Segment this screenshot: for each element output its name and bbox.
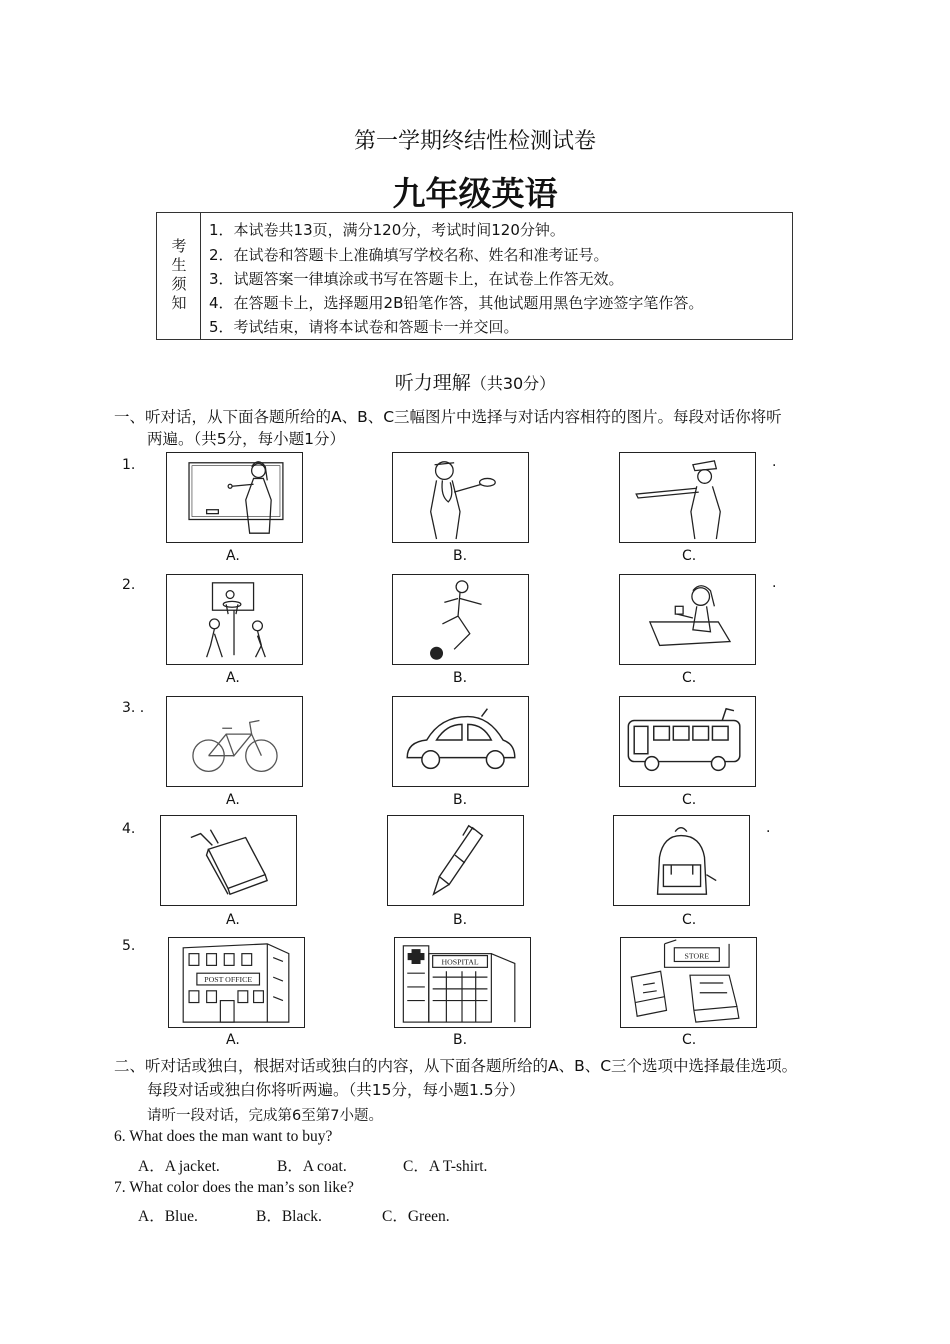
option-a: A. xyxy=(226,548,240,564)
option-c: C. xyxy=(682,548,697,564)
q6-option-c[interactable]: C．A T-shirt. xyxy=(403,1158,488,1175)
option-b: B. xyxy=(453,670,468,686)
option-a: A. xyxy=(226,670,240,686)
section-heading-points: （共30分） xyxy=(470,374,556,393)
image-bus[interactable] xyxy=(619,696,756,787)
image-store[interactable] xyxy=(620,937,757,1028)
image-soccer[interactable] xyxy=(392,574,529,665)
exam-subtitle: 第一学期终结性检测试卷 xyxy=(353,128,596,153)
q7-option-c[interactable]: C．Green. xyxy=(382,1208,450,1225)
option-c: C. xyxy=(682,912,697,928)
image-pen[interactable] xyxy=(387,815,524,906)
option-c: C. xyxy=(682,1032,697,1048)
image-basketball[interactable] xyxy=(166,574,303,665)
notice-box xyxy=(156,212,793,340)
image-hospital[interactable] xyxy=(394,937,531,1028)
image-police-officer[interactable] xyxy=(619,452,756,543)
hospital-sign: HOSPITAL xyxy=(441,957,479,967)
question-number: 2. xyxy=(122,577,136,593)
part1-instruction: 一、听对话，从下面各题所给的A、B、C三幅图片中选择与对话内容相符的图片。每段对话你将听 xyxy=(114,408,782,426)
notice-item: 4．在答题卡上，选择题用2B铅笔作答，其他试题用黑色字迹签字笔作答。 xyxy=(209,294,704,312)
q7-option-a[interactable]: A．Blue. xyxy=(138,1208,198,1225)
notice-item: 3．试题答案一律填涂或书写在答题卡上，在试卷上作答无效。 xyxy=(209,270,624,288)
part2-instruction-cont: 每段对话或独白你将听两遍。（共15分，每小题1.5分） xyxy=(147,1081,525,1099)
image-bicycle[interactable] xyxy=(166,696,303,787)
notice-item: 2．在试卷和答题卡上准确填写学校名称、姓名和准考证号。 xyxy=(209,246,609,264)
q6-option-a[interactable]: A．A jacket. xyxy=(138,1158,220,1175)
option-c: C. xyxy=(682,792,697,808)
image-post-office[interactable] xyxy=(168,937,305,1028)
part2-instruction: 二、听对话或独白，根据对话或独白的内容，从下面各题所给的A、B、C三个选项中选择最佳选项。 xyxy=(114,1057,798,1075)
image-doctor[interactable] xyxy=(392,452,529,543)
image-backpack[interactable] xyxy=(613,815,750,906)
trailing-mark: . xyxy=(772,575,777,591)
trailing-mark: . xyxy=(766,820,771,836)
image-book[interactable] xyxy=(160,815,297,906)
option-b: B. xyxy=(453,1032,468,1048)
notice-item: 5．考试结束，请将本试卷和答题卡一并交回。 xyxy=(209,318,519,336)
section-heading xyxy=(0,368,950,395)
option-b: B. xyxy=(453,792,468,808)
image-drawing-girl[interactable] xyxy=(619,574,756,665)
exam-title: 九年级英语 xyxy=(392,174,558,213)
option-a: A. xyxy=(226,1032,240,1048)
part1-instruction-cont: 两遍。（共5分，每小题1分） xyxy=(147,430,345,448)
notice-item: 1．本试卷共13页，满分120分，考试时间120分钟。 xyxy=(209,221,565,239)
question-7-stem: 7. What color does the man’s son like? xyxy=(114,1179,354,1196)
image-car[interactable] xyxy=(392,696,529,787)
notice-label: 考生须知 xyxy=(157,213,201,339)
q6-option-b[interactable]: B．A coat. xyxy=(277,1158,347,1175)
image-teacher[interactable] xyxy=(166,452,303,543)
q7-option-b[interactable]: B．Black. xyxy=(256,1208,322,1225)
post-office-sign: POST OFFICE xyxy=(204,975,253,985)
question-6-stem: 6. What does the man want to buy? xyxy=(114,1128,333,1145)
dialogue-instruction: 请听一段对话，完成第6至第7小题。 xyxy=(147,1108,383,1124)
question-number: 3. . xyxy=(122,700,145,716)
question-number: 5. xyxy=(122,938,136,954)
section-heading-text: 听力理解 xyxy=(394,372,471,394)
option-b: B. xyxy=(453,912,468,928)
trailing-mark: . xyxy=(772,454,777,470)
option-b: B. xyxy=(453,548,468,564)
option-c: C. xyxy=(682,670,697,686)
question-number: 4. xyxy=(122,821,136,837)
question-number: 1. xyxy=(122,457,136,473)
option-a: A. xyxy=(226,912,240,928)
option-a: A. xyxy=(226,792,240,808)
store-sign: STORE xyxy=(684,951,710,961)
